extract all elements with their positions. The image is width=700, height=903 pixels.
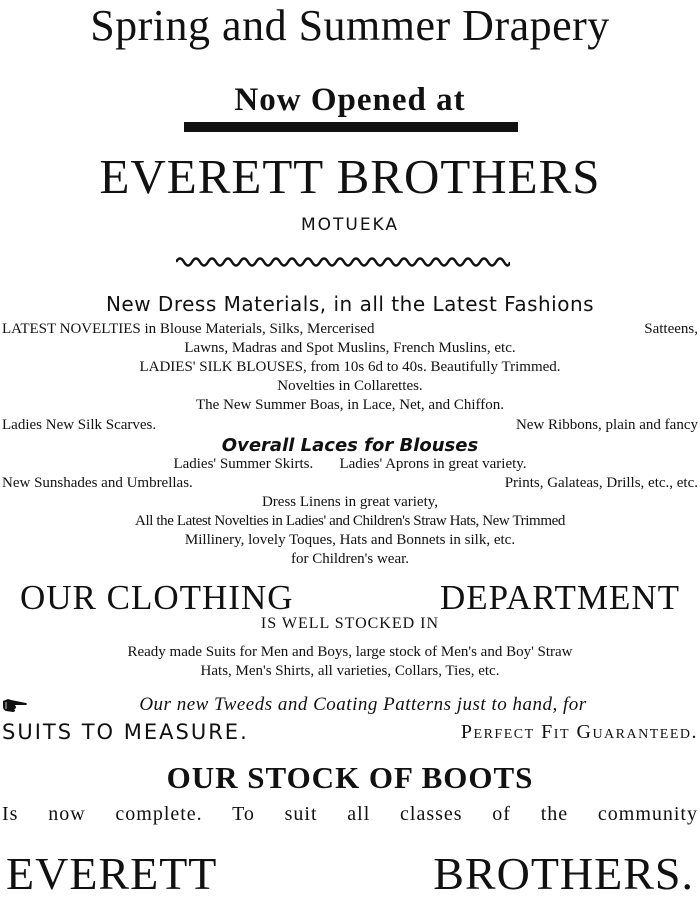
drapery-line-10: All the Latest Novelties in Ladies' and Children's Straw Hats, New Trimmed (135, 513, 565, 529)
footer-store-name (0, 848, 700, 899)
drapery-line-1 (0, 322, 700, 337)
boots-heading: OUR STOCK OF BOOTS (166, 760, 534, 795)
drapery-line-8 (0, 476, 700, 491)
suits-to-measure: SUITS TO MEASURE. (2, 720, 249, 744)
boots-line: Is now complete. To suit all classes of the community (2, 803, 698, 825)
drapery-heading: New Dress Materials, in all the Latest Fashions (105, 292, 595, 316)
drapery-line-3: LADIES' SILK BLOUSES, from 10s 6d to 40s. Beautifully Trimmed. (139, 359, 561, 375)
tweeds-note (0, 695, 700, 714)
drapery-line-2: Lawns, Madras and Spot Muslins, French Muslins, etc. (184, 340, 516, 356)
clothing-heading (0, 580, 700, 615)
store-name: EVERETT BROTHERS (99, 149, 601, 204)
ad-title: Spring and Summer Drapery (90, 1, 610, 50)
drapery-line-11: Millinery, lovely Toques, Hats and Bonnets in silk, etc. (184, 532, 516, 548)
drapery-line-8-right: Prints, Galateas, Drills, etc., etc. (504, 475, 698, 491)
drapery-line-1-right: Satteens, (644, 321, 698, 337)
drapery-line-8-left: New Sunshades and Umbrellas. (2, 475, 193, 491)
clothing-line-1: Ready made Suits for Men and Boys, large stock of Men's and Boy' Straw (127, 644, 573, 660)
clothing-subheading: IS WELL STOCKED IN (260, 615, 440, 632)
clothing-heading-right: DEPARTMENT (440, 578, 680, 617)
tweeds-note-text: Our new Tweeds and Coating Patterns just to hand, for (139, 694, 587, 715)
drapery-line-6 (0, 418, 700, 433)
perfect-fit-guaranteed: Perfect Fit Guaranteed. (460, 721, 698, 743)
drapery-line-6-right: New Ribbons, plain and fancy (515, 417, 698, 433)
clothing-heading-left: OUR CLOTHING (20, 578, 294, 617)
drapery-line-6-left: Ladies New Silk Scarves. (2, 417, 157, 433)
store-location: MOTUEKA (300, 215, 400, 235)
wavy-divider (176, 255, 510, 269)
heading-underline-bar (184, 122, 518, 132)
ad-subtitle: Now Opened at (234, 82, 466, 118)
drapery-line-12: for Children's wear. (290, 551, 410, 567)
drapery-line-7: Ladies' Summer Skirts. Ladies' Aprons in great variety. (173, 456, 527, 472)
drapery-line-5: The New Summer Boas, in Lace, Net, and Chiffon. (196, 397, 504, 413)
drapery-line-4: Novelties in Collarettes. (277, 378, 423, 394)
clothing-line-2: Hats, Men's Shirts, all varieties, Collars, Ties, etc. (200, 663, 500, 679)
suits-to-measure-line (0, 722, 700, 743)
drapery-line-1-left: LATEST NOVELTIES in Blouse Materials, Silks, Mercerised (2, 321, 375, 337)
footer-name-right: BROTHERS. (433, 848, 694, 899)
footer-name-left: EVERETT (6, 848, 218, 899)
drapery-line-9: Dress Linens in great variety, (261, 494, 439, 510)
overall-laces-heading: Overall Laces for Blouses (221, 435, 479, 456)
